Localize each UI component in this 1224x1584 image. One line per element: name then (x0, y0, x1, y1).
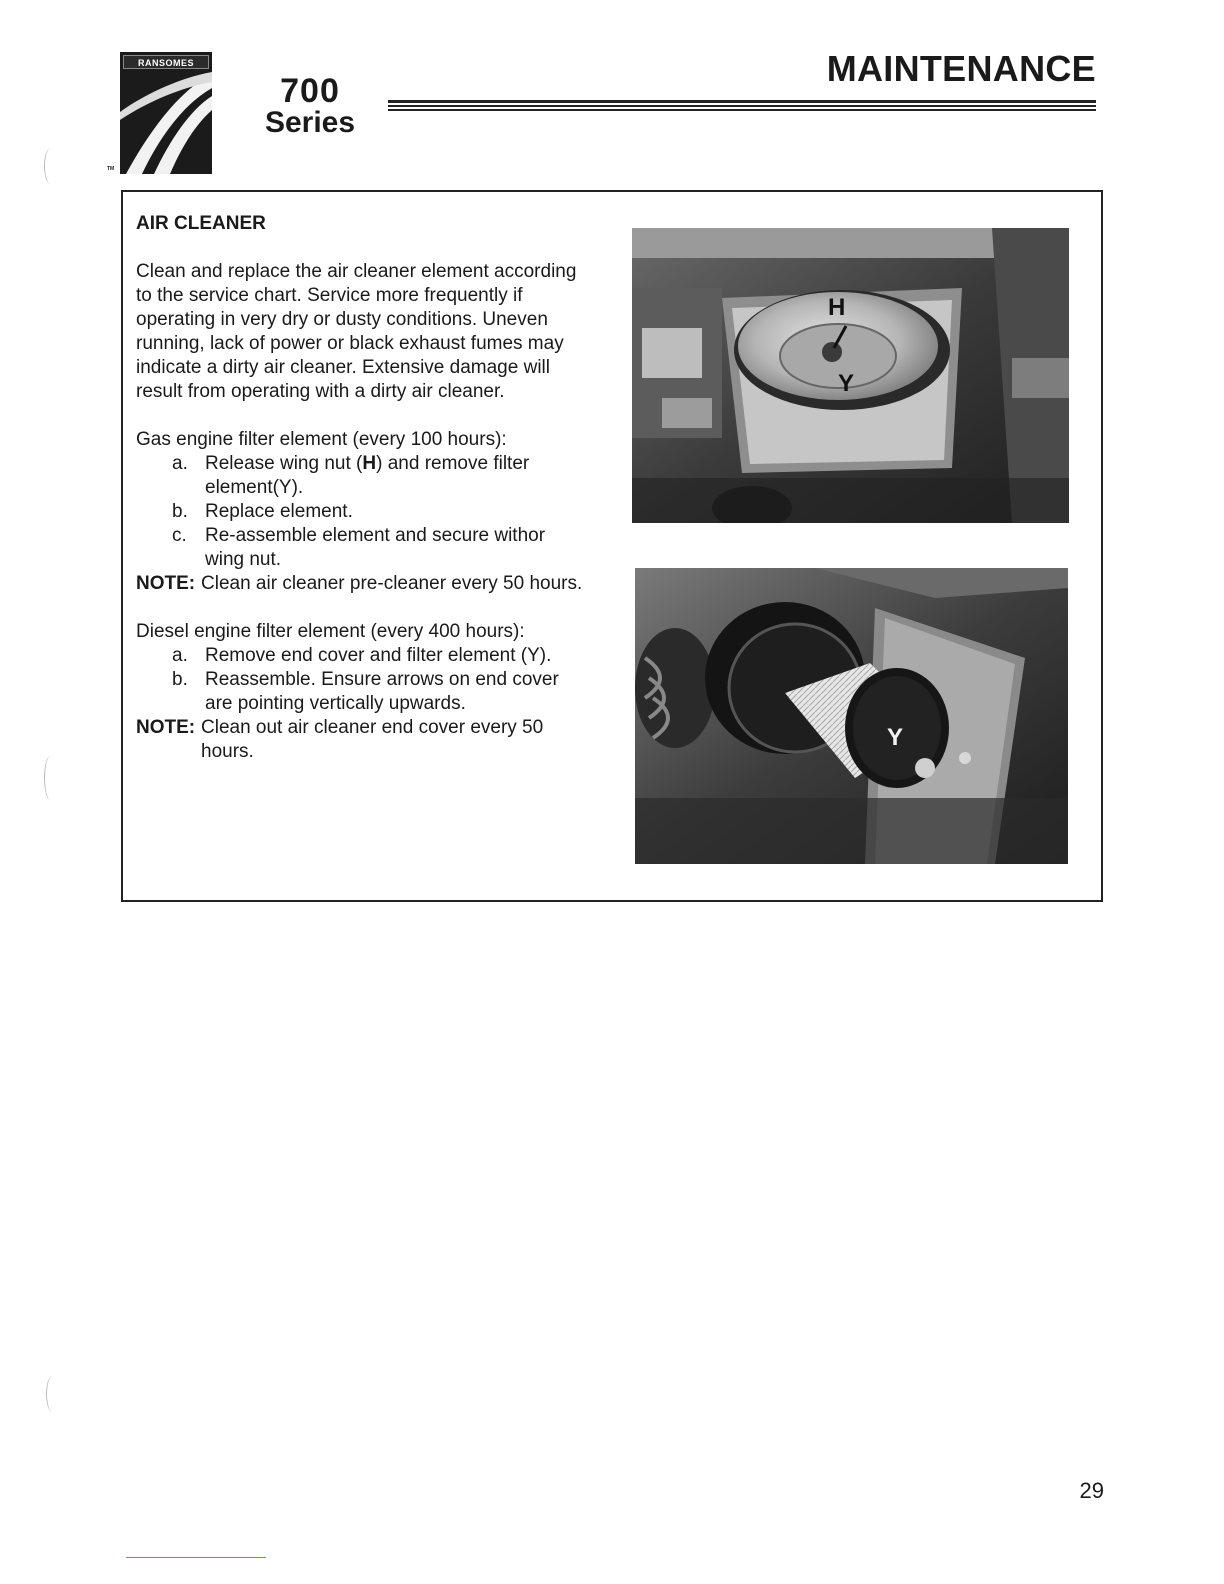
gas-air-cleaner-photo (632, 228, 1069, 523)
header-rule (388, 100, 1096, 103)
intro-line: Clean and replace the air cleaner element according (136, 261, 577, 282)
diesel-note: NOTE: Clean out air cleaner end cover every 50 hours. (136, 717, 544, 762)
binder-hole-shadow (44, 756, 57, 800)
binder-hole-shadow (46, 1376, 59, 1412)
gas-heading: Gas engine filter element (every 100 hours): (136, 429, 507, 450)
note-label: NOTE: (136, 573, 196, 594)
header-rule (388, 109, 1096, 111)
section-heading: MAINTENANCE (826, 48, 1096, 89)
gas-step-c: c. Re-assemble element and secure withor wing nut. (172, 525, 546, 570)
series-number: 700 (280, 72, 340, 110)
scan-edge-line (126, 1557, 266, 1558)
gas-note: NOTE: Clean air cleaner pre-cleaner every 50 hours. (136, 573, 583, 594)
logo-band: RANSOMES (123, 55, 209, 69)
logo-stripes-icon (120, 70, 212, 174)
binder-hole-shadow (44, 148, 57, 184)
series-title (240, 74, 380, 138)
header-rule (388, 105, 1096, 107)
intro-line: indicate a dirty air cleaner. Extensive damage will (136, 357, 550, 378)
step-marker: a. (172, 453, 188, 474)
diesel-heading: Diesel engine filter element (every 400 hours): (136, 621, 525, 642)
intro-line: operating in very dry or dusty conditions. Uneven (136, 309, 548, 330)
diesel-step-b: b. Reassemble. Ensure arrows on end cover are pointing vertically upwards. (172, 669, 559, 714)
intro-line: to the service chart. Service more frequently if (136, 285, 523, 306)
step-marker: a. (172, 645, 188, 666)
step-marker: b. (172, 501, 188, 522)
photo-label-y: Y (887, 724, 904, 751)
note-label: NOTE: (136, 717, 196, 738)
instructions-text (136, 212, 606, 764)
section-title: AIR CLEANER (136, 213, 266, 234)
step-marker: c. (172, 525, 187, 546)
diesel-step-a: a. Remove end cover and filter element (Y). (172, 645, 552, 666)
page-number: 29 (1079, 1478, 1104, 1503)
step-marker: b. (172, 669, 188, 690)
photo-label-y: Y (838, 370, 855, 397)
intro-line: running, lack of power or black exhaust fumes may (136, 333, 564, 354)
gas-step-a: a. Release wing nut (H) and remove filter element(Y). (172, 453, 530, 498)
series-word: Series (264, 106, 356, 139)
trademark-mark: TM (107, 166, 115, 172)
ransomes-logo (120, 52, 212, 174)
photo-label-h: H (828, 294, 846, 321)
intro-line: result from operating with a dirty air cleaner. (136, 381, 505, 402)
diesel-air-cleaner-photo (635, 568, 1068, 864)
gas-step-b: b. Replace element. (172, 501, 353, 522)
